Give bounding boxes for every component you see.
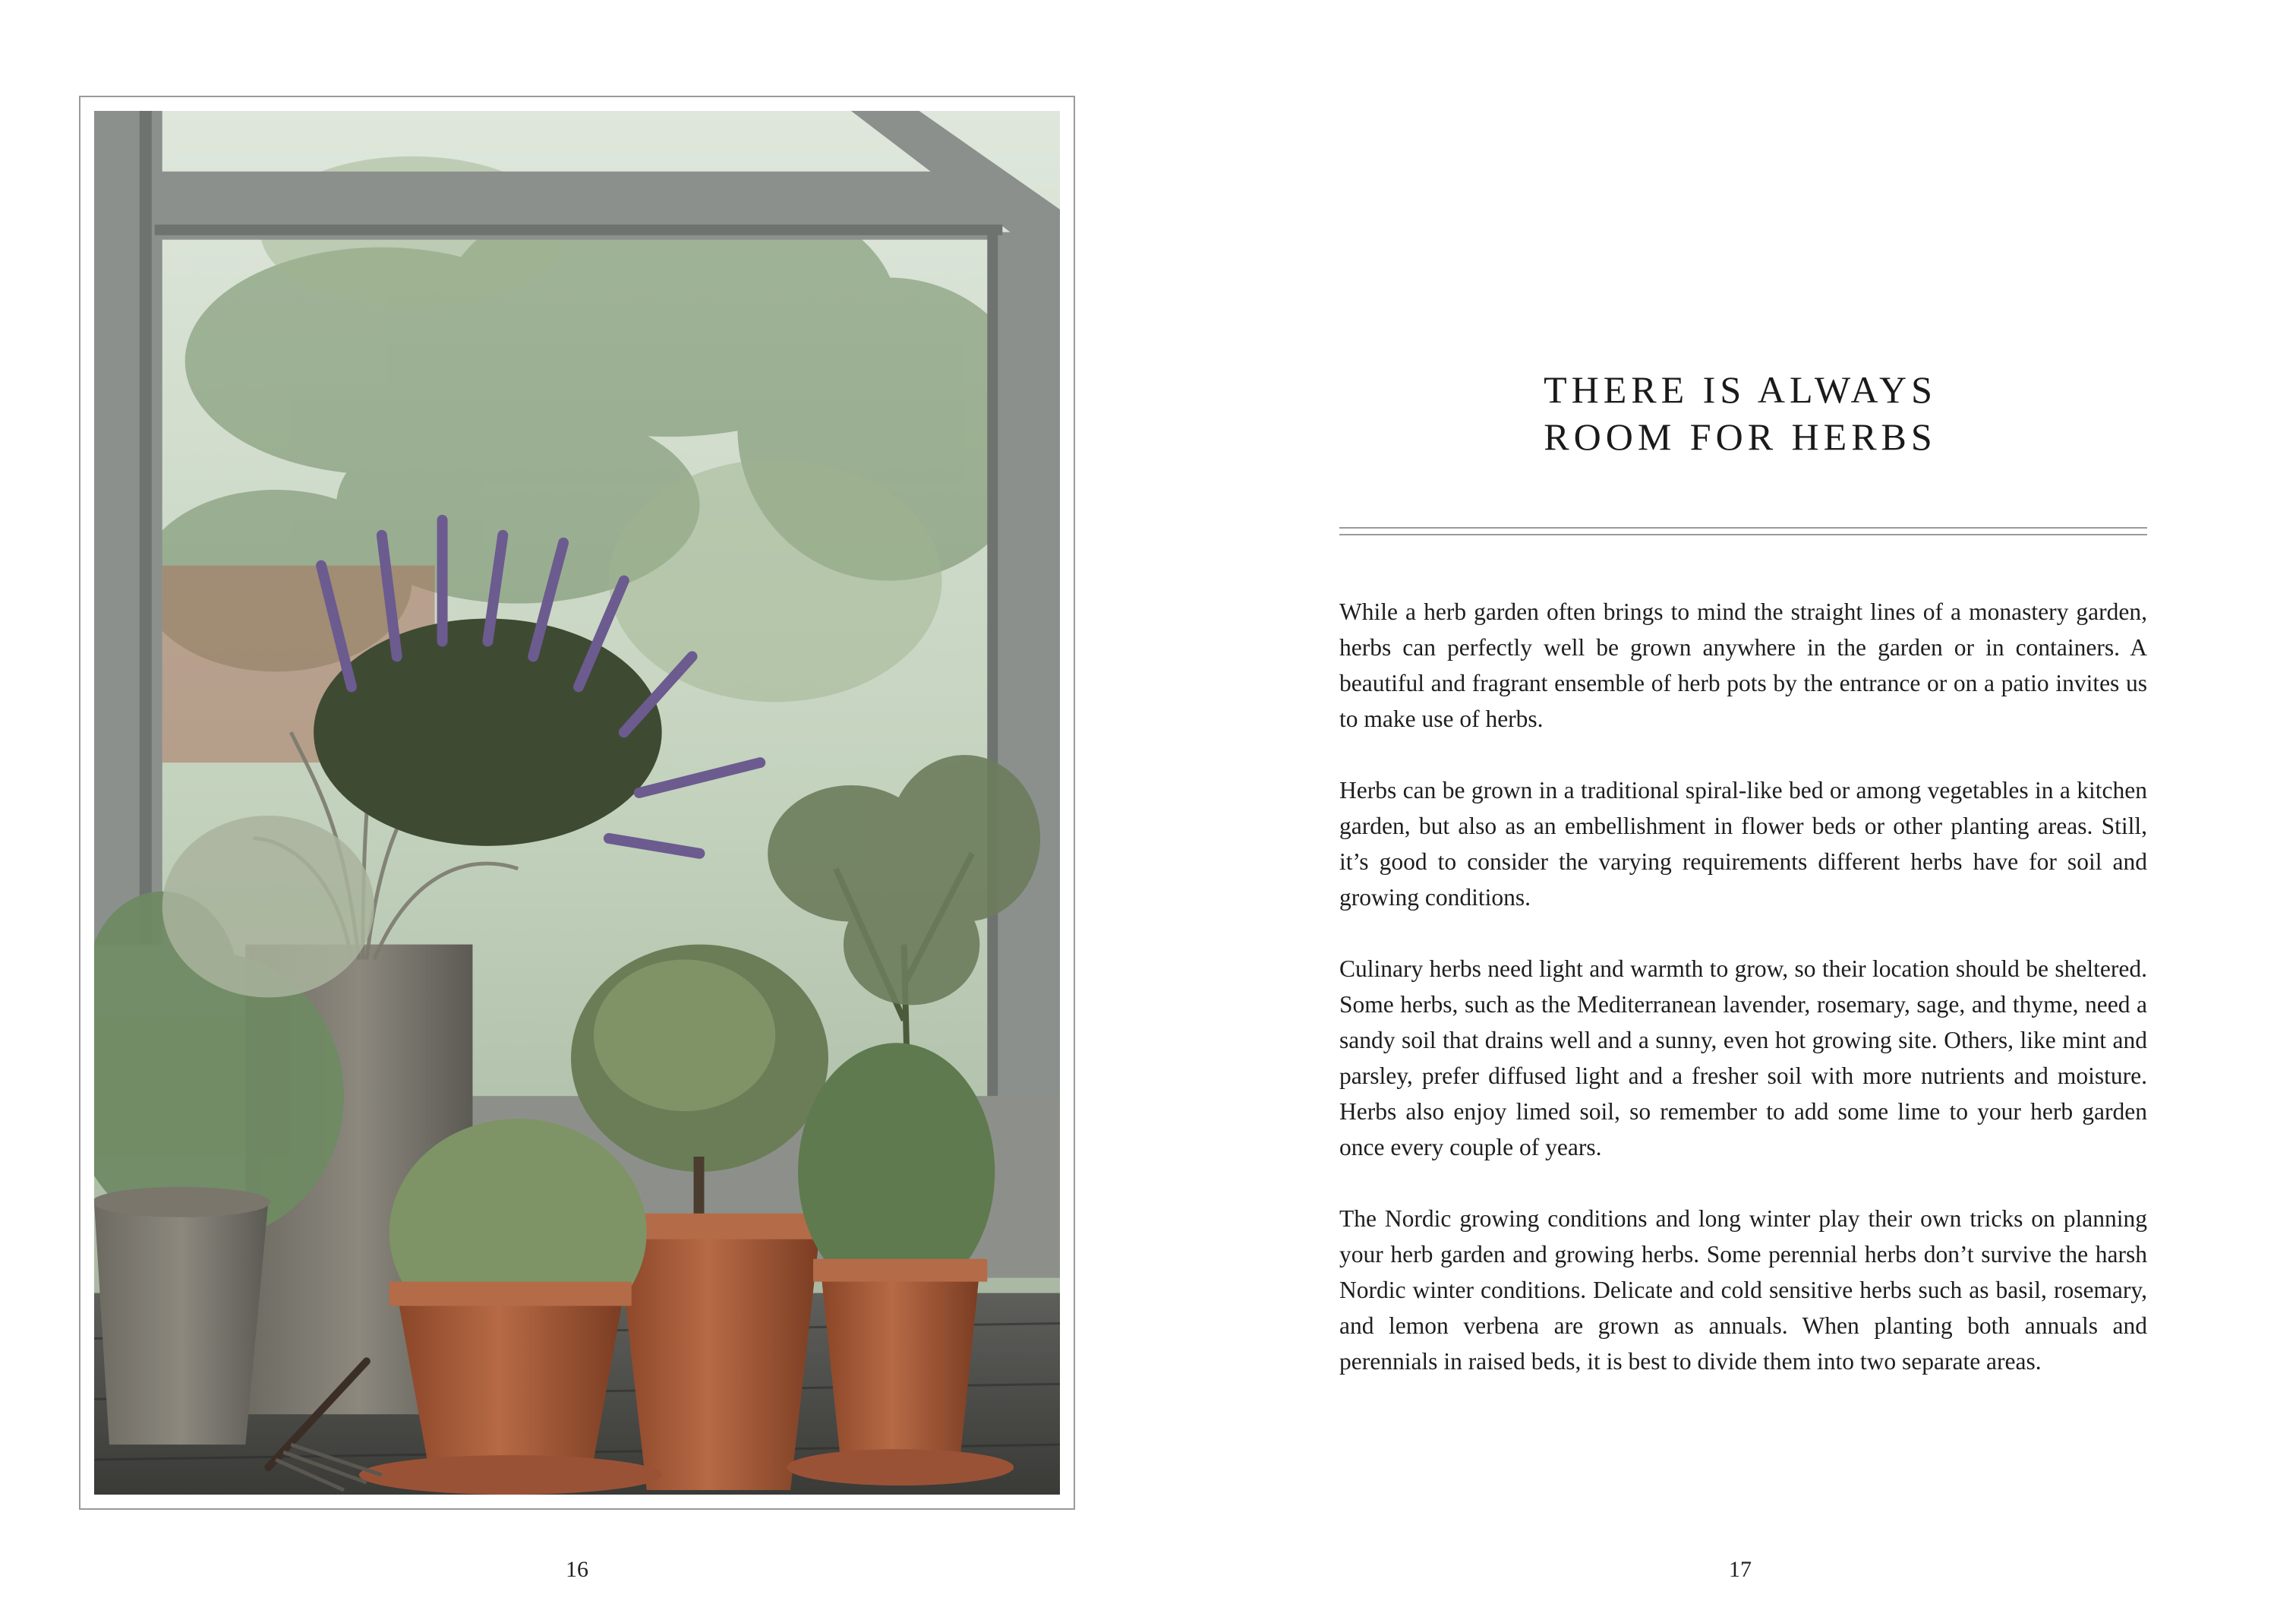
herb-pots-illustration — [94, 111, 1060, 1495]
heading-line-2: ROOM FOR HERBS — [1544, 415, 1937, 458]
page-number-right: 17 — [1729, 1557, 1752, 1582]
photo-frame — [79, 96, 1075, 1510]
paragraph: Herbs can be grown in a traditional spiral-like bed or among vegetables in a kitchen garden, but also as an embellishment in flower beds or other planting areas. Still, it’s good to consider the varying requirements different herbs have for soil and growing conditions. — [1339, 777, 2147, 911]
herb-pots-photo — [94, 111, 1060, 1495]
heading-line-1: THERE IS ALWAYS — [1544, 368, 1937, 411]
chapter-heading — [1336, 366, 2144, 460]
body-text — [1339, 594, 2147, 1379]
heading-rule-bottom — [1339, 534, 2147, 535]
paragraph: While a herb garden often brings to mind the straight lines of a monastery garden, herbs can perfectly well be grown anywhere in the garden or in containers. A beautiful and fragrant ensemble of herb pots by the entrance or on a patio invites us to make use of herbs. — [1339, 598, 2147, 732]
paragraph: Culinary herbs need light and warmth to grow, so their location should be sheltered. Some herbs, such as the Mediterranean lavender, rosemary, sage, and thyme, need a sandy soil that drains well and a sunny, even hot growing site. Others, like mint and parsley, prefer diffused light and a fresher soil with more nutrients and moisture. Herbs also enjoy limed soil, so remember to add some lime to your herb garden once every couple of years. — [1339, 955, 2147, 1160]
heading-rule-top — [1339, 527, 2147, 529]
paragraph: The Nordic growing conditions and long winter play their own tricks on planning your herb garden and growing herbs. Some perennial herbs don’t survive the harsh Nordic winter conditions. Delicate and cold sensitive herbs such as basil, rosemary, and lemon verbena are grown as annuals. When planting both annuals and perennials in raised beds, it is best to divide them into two separate areas. — [1339, 1205, 2147, 1375]
page-number-left: 16 — [566, 1557, 588, 1582]
